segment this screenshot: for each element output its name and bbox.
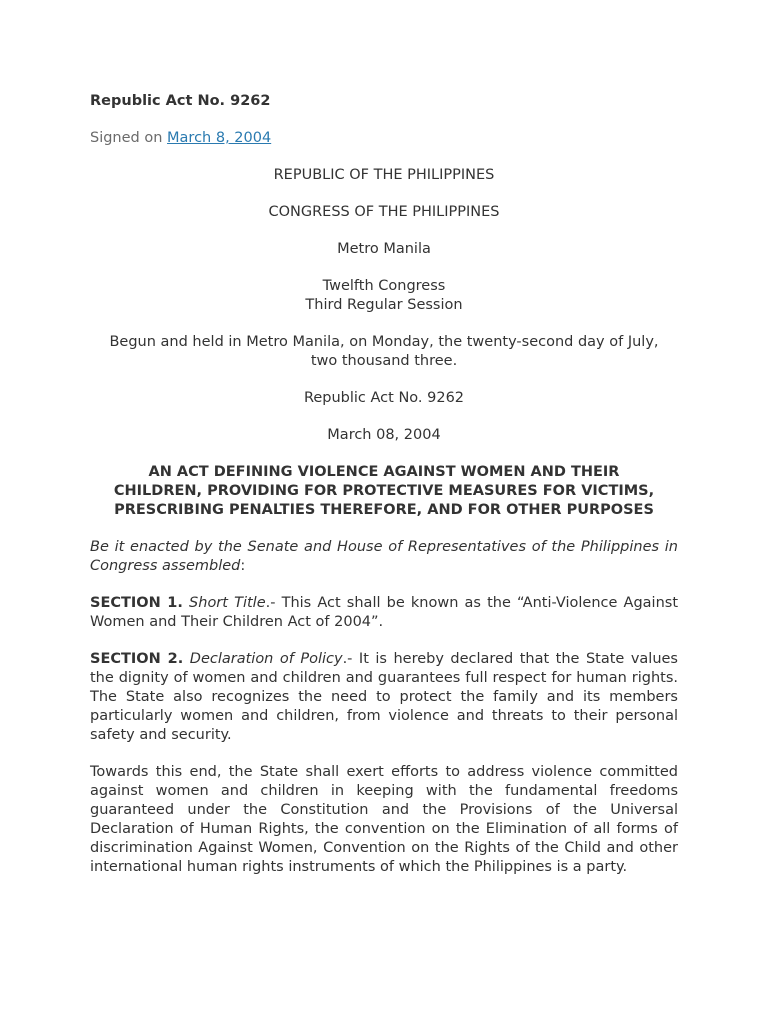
- act-number: Republic Act No. 9262: [303, 390, 465, 406]
- section-1-title: Short Title: [189, 595, 266, 611]
- act-heading-line-3: PRESCRIBING PENALTIES THEREFORE, AND FOR OTHER PURPOSES: [114, 502, 654, 518]
- section-2: [90, 650, 678, 745]
- session-block: [90, 277, 678, 315]
- act-title: Republic Act No. 9262: [90, 93, 271, 109]
- section-1-number: SECTION 1.: [90, 595, 183, 611]
- begun-line-1: Begun and held in Metro Manila, on Monday, the twenty-second day of July,: [109, 334, 659, 350]
- act-heading: [90, 463, 678, 520]
- act-date: March 08, 2004: [327, 427, 441, 443]
- location-heading: Metro Manila: [337, 241, 431, 257]
- section-2-number: SECTION 2.: [90, 651, 184, 667]
- begun-line-2: two thousand three.: [310, 353, 458, 369]
- section-2-paragraph-2: Towards this end, the State shall exert efforts to address violence committed against women and children in keeping with the fundamental freedoms guaranteed under the Constitution and the Provisions of the Universal Declaration of Human Rights, the convention on the Elimination of all forms of discrimination Against Women, Convention on the Rights of the Child and other international human rights instruments of which the Philippines is a party.: [90, 764, 678, 875]
- act-heading-line-1: AN ACT DEFINING VIOLENCE AGAINST WOMEN AND THEIR: [148, 464, 620, 480]
- republic-heading: REPUBLIC OF THE PHILIPPINES: [273, 167, 495, 183]
- congress-heading: CONGRESS OF THE PHILIPPINES: [268, 204, 500, 220]
- signed-date-link[interactable]: March 8, 2004: [167, 130, 272, 146]
- signed-prefix: Signed on: [90, 130, 168, 146]
- section-2-title: Declaration of Policy: [189, 651, 343, 667]
- session-name: Third Regular Session: [305, 297, 463, 313]
- enacting-suffix: :: [240, 558, 246, 574]
- begun-statement: [90, 333, 678, 371]
- congress-number: Twelfth Congress: [322, 278, 446, 294]
- enacting-clause: [90, 538, 678, 576]
- enacting-text: Be it enacted by the Senate and House of Representatives of the Philippines in Congress assembled: [90, 539, 678, 574]
- section-1-text: .- This Act shall be known as the “Anti-Violence Against Women and Their Children Act of 2004”.: [90, 595, 679, 630]
- signed-line: [90, 129, 678, 148]
- section-1: [90, 594, 678, 632]
- section-2-text: .- It is hereby declared that the State values the dignity of women and children and guarantees full respect for human rights. The State also recognizes the need to protect the family and its members particularly women and children, from violence and threats to their personal safety and security.: [90, 651, 678, 743]
- act-heading-line-2: CHILDREN, PROVIDING FOR PROTECTIVE MEASURES FOR VICTIMS,: [113, 483, 655, 499]
